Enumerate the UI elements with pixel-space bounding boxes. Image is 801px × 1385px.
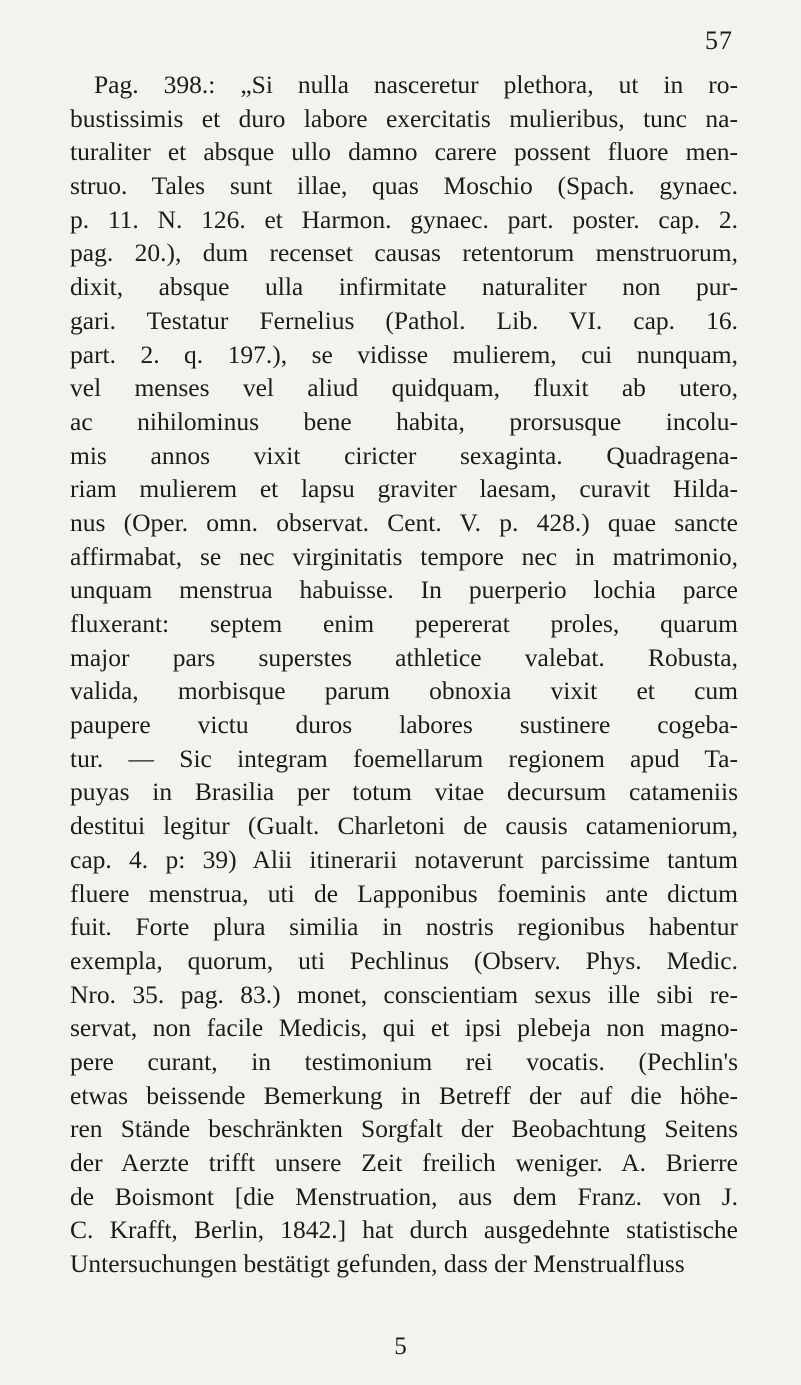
text-line: mis annos vixit ciricter sexaginta. Quadragena- (70, 440, 738, 470)
text-line: fluere menstrua, uti de Lapponibus foeminis ante dictum (70, 878, 738, 908)
text-line: riam mulierem et lapsu graviter laesam, curavit Hilda- (70, 474, 738, 504)
text-line: paupere victu duros labores sustinere cogeba- (70, 710, 738, 740)
text-line: ac nihilominus bene habita, prorsusque incolu- (70, 406, 738, 436)
text-line: der Aerzte trifft unsere Zeit freilich weniger. A. Brierre (70, 1148, 738, 1177)
text-line: de Boismont [die Menstruation, aus dem Franz. von J. (70, 1181, 738, 1211)
text-line: fluxerant: septem enim pepererat proles, quarum (70, 609, 738, 638)
text-line: Pag. 398.: „Si nulla nasceretur plethora, ut in ro- (94, 70, 738, 99)
text-line: unquam menstrua habuisse. In puerperio lochia parce (70, 575, 738, 605)
text-line: bustissimis et duro labore exercitatis mulieribus, tunc na- (70, 103, 738, 133)
page-number: 57 (705, 26, 733, 55)
text-line: part. 2. q. 197.), se vidisse mulierem, cui nunquam, (70, 339, 738, 369)
text-line: puyas in Brasilia per totum vitae decursum catameniis (70, 777, 738, 807)
text-line: major pars superstes athletice valebat. Robusta, (70, 642, 738, 672)
text-line: pere curant, in testimonium rei vocatis. (Pechlin's (70, 1046, 738, 1076)
text-line: turaliter et absque ullo damno carere possent fluore men- (70, 137, 738, 167)
text-line: gari. Testatur Fernelius (Pathol. Lib. VI. cap. 16. (70, 305, 738, 335)
text-line: ren Stände beschränkten Sorgfalt der Beobachtung Seitens (70, 1114, 738, 1144)
text-line: affirmabat, se nec virginitatis tempore nec in matrimonio, (70, 541, 738, 571)
text-line: Untersuchungen bestätigt gefunden, dass der Menstrualfluss (70, 1249, 685, 1279)
text-line: C. Krafft, Berlin, 1842.] hat durch ausgedehnte statistische (70, 1215, 738, 1245)
text-line: p. 11. N. 126. et Harmon. gynaec. part. poster. cap. 2. (70, 204, 738, 234)
text-line: vel menses vel aliud quidquam, fluxit ab utero, (70, 373, 738, 403)
text-line: destitui legitur (Gualt. Charletoni de causis catameniorum, (70, 811, 738, 841)
text-line: nus (Oper. omn. observat. Cent. V. p. 428.) quae sancte (70, 507, 738, 537)
text-line: struo. Tales sunt illae, quas Moschio (Spach. gynaec. (70, 171, 738, 201)
text-line: cap. 4. p: 39) Alii itinerarii notaverunt parcissime tantum (70, 844, 738, 874)
text-line: servat, non facile Medicis, qui et ipsi plebeja non magno- (70, 1013, 738, 1043)
text-line: pag. 20.), dum recenset causas retentorum menstruorum, (70, 238, 738, 268)
text-line: exempla, quorum, uti Pechlinus (Observ. Phys. Medic. (70, 945, 738, 975)
text-line: etwas beissende Bemerkung in Betreff der auf die höhe- (70, 1080, 738, 1110)
text-line: fuit. Forte plura similia in nostris regionibus habentur (70, 912, 738, 942)
body-text (70, 68, 738, 1281)
signature-mark: 5 (394, 1333, 407, 1360)
text-line: dixit, absque ulla infirmitate naturaliter non pur- (70, 272, 738, 302)
text-line: Nro. 35. pag. 83.) monet, conscientiam sexus ille sibi re- (70, 979, 738, 1009)
text-line: tur. — Sic integram foemellarum regionem apud Ta- (70, 743, 738, 773)
text-line: valida, morbisque parum obnoxia vixit et cum (70, 676, 738, 706)
